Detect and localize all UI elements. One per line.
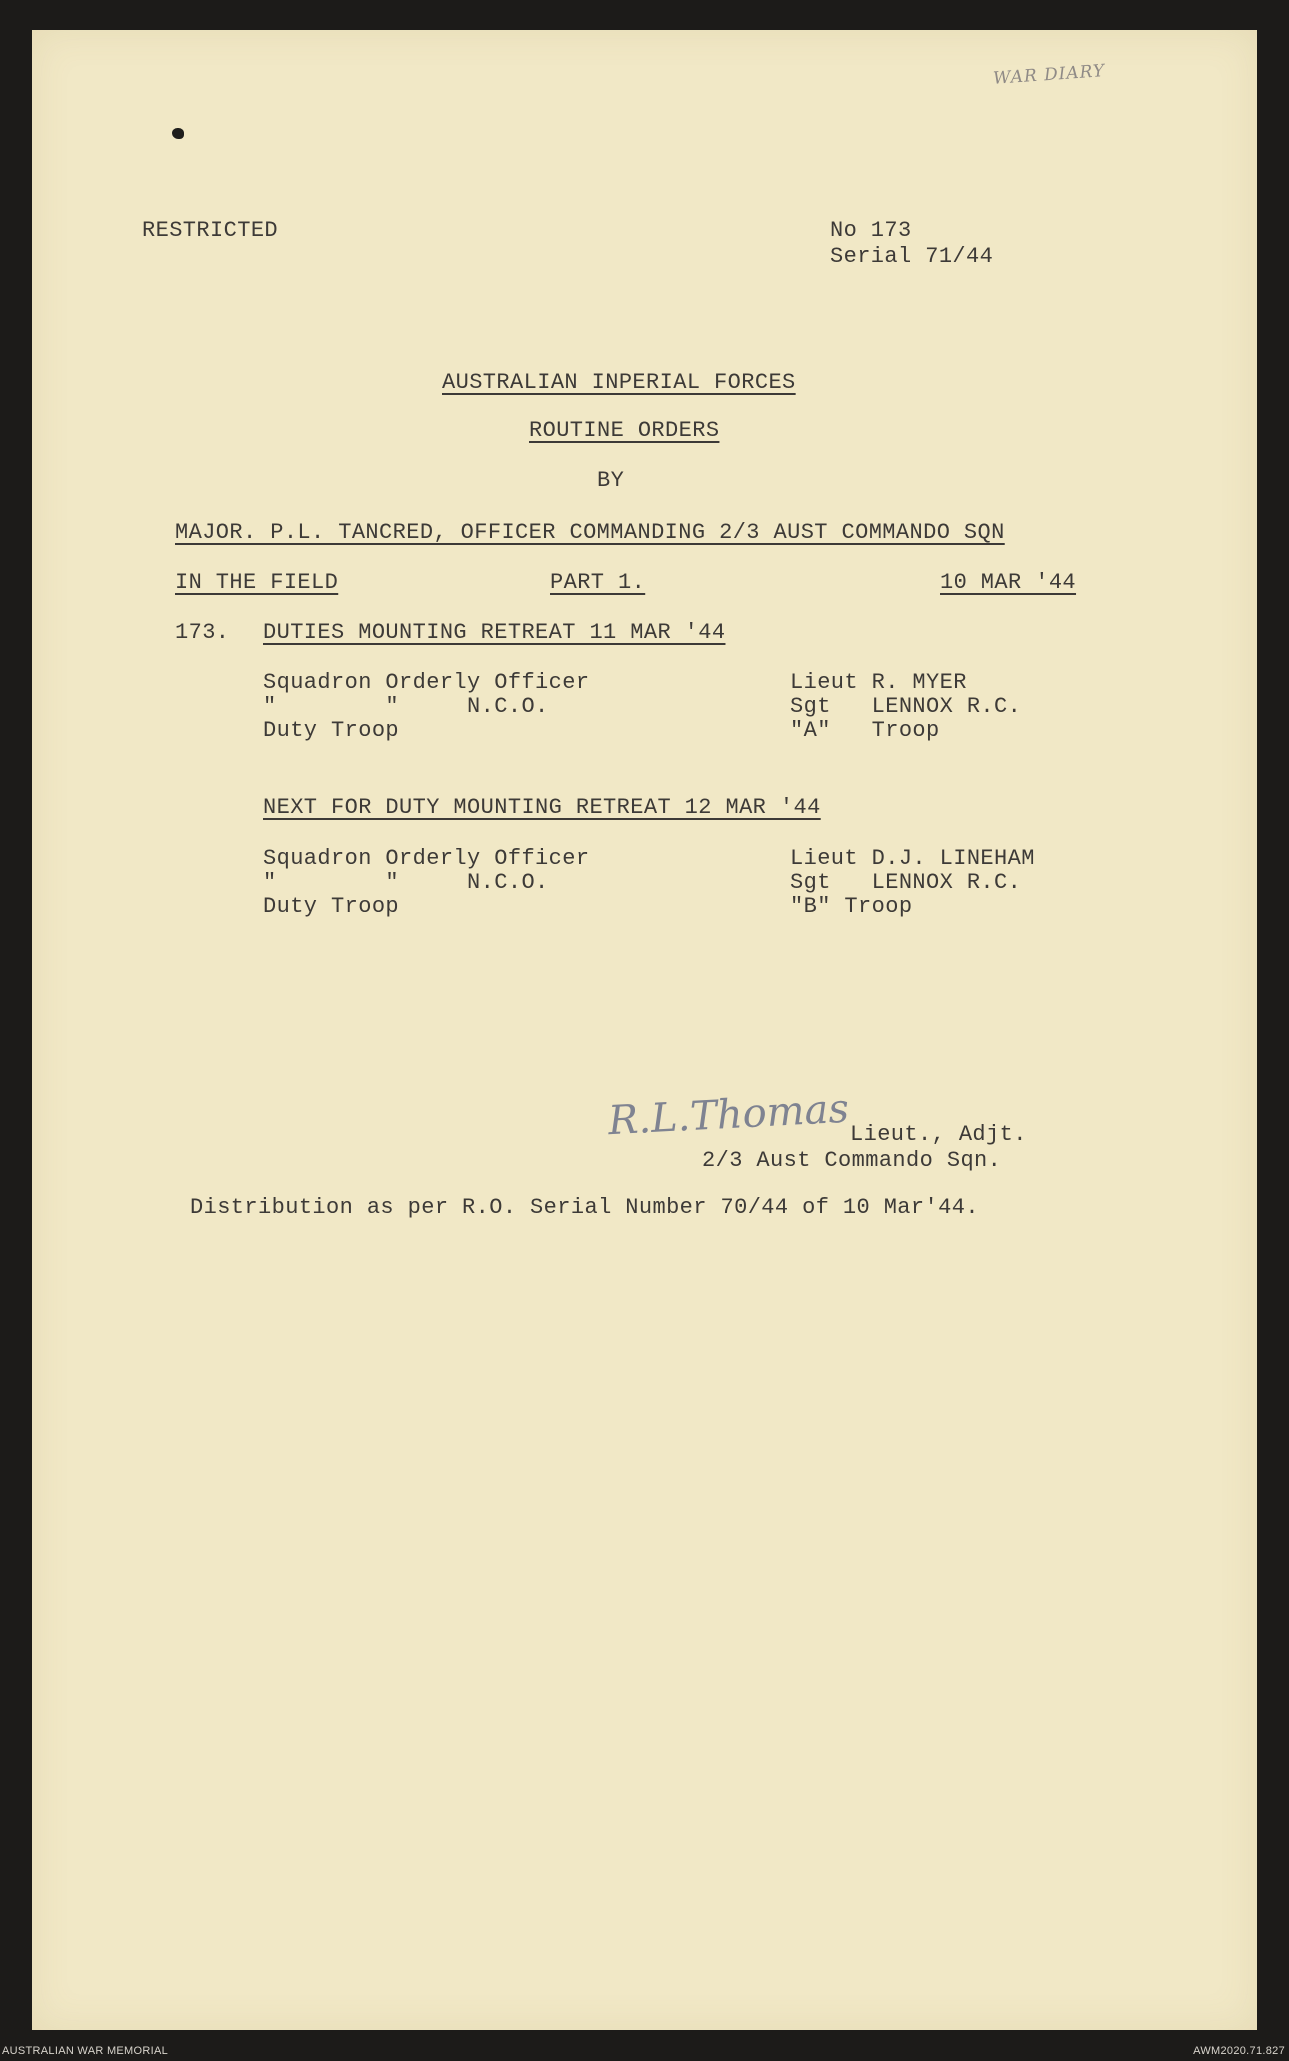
next-assignee: Lieut D.J. LINEHAM: [790, 846, 1035, 871]
next-duty-heading: NEXT FOR DUTY MOUNTING RETREAT 12 MAR '44: [263, 795, 821, 820]
next-role: Duty Troop: [263, 894, 400, 919]
archive-credit: AUSTRALIAN WAR MEMORIAL: [2, 2045, 169, 2057]
order-heading: DUTIES MOUNTING RETREAT 11 MAR '44: [263, 620, 726, 645]
next-assignee: "B" Troop: [790, 894, 913, 919]
order-date: 10 MAR '44: [940, 570, 1077, 595]
handwritten-signature: R.L.Thomas: [606, 1085, 850, 1145]
order-assignee: Sgt LENNOX R.C.: [790, 694, 1022, 719]
signatory-unit: 2/3 Aust Commando Sqn.: [702, 1148, 1002, 1173]
punch-hole-mark: [172, 128, 184, 139]
location-label: IN THE FIELD: [175, 570, 339, 595]
next-role: " " N.C.O.: [263, 870, 549, 895]
title-line-1: AUSTRALIAN INPERIAL FORCES: [442, 370, 796, 395]
order-assignee: "A" Troop: [790, 718, 940, 743]
order-number: No 173: [830, 218, 912, 243]
distribution-note: Distribution as per R.O. Serial Number 70/44 of 10 Mar'44.: [190, 1195, 979, 1220]
next-role: Squadron Orderly Officer: [263, 846, 590, 871]
next-assignee: Sgt LENNOX R.C.: [790, 870, 1022, 895]
order-role: " " N.C.O.: [263, 694, 549, 719]
signatory-rank: Lieut., Adjt.: [850, 1122, 1027, 1147]
order-assignee: Lieut R. MYER: [790, 670, 967, 695]
order-item-number: 173.: [175, 620, 230, 645]
title-line-2: ROUTINE ORDERS: [529, 418, 720, 443]
classification-label: RESTRICTED: [142, 218, 279, 243]
serial-number: Serial 71/44: [830, 244, 994, 269]
archive-reference: AWM2020.71.827: [1193, 2045, 1285, 2057]
title-line-3: BY: [597, 468, 625, 493]
margin-note-war-diary: WAR DIARY: [992, 61, 1106, 89]
order-role: Duty Troop: [263, 718, 400, 743]
part-label: PART 1.: [550, 570, 646, 595]
title-line-4: MAJOR. P.L. TANCRED, OFFICER COMMANDING 2/3 AUST COMMANDO SQN: [175, 520, 1005, 545]
document-page: [32, 30, 1257, 2030]
order-role: Squadron Orderly Officer: [263, 670, 590, 695]
